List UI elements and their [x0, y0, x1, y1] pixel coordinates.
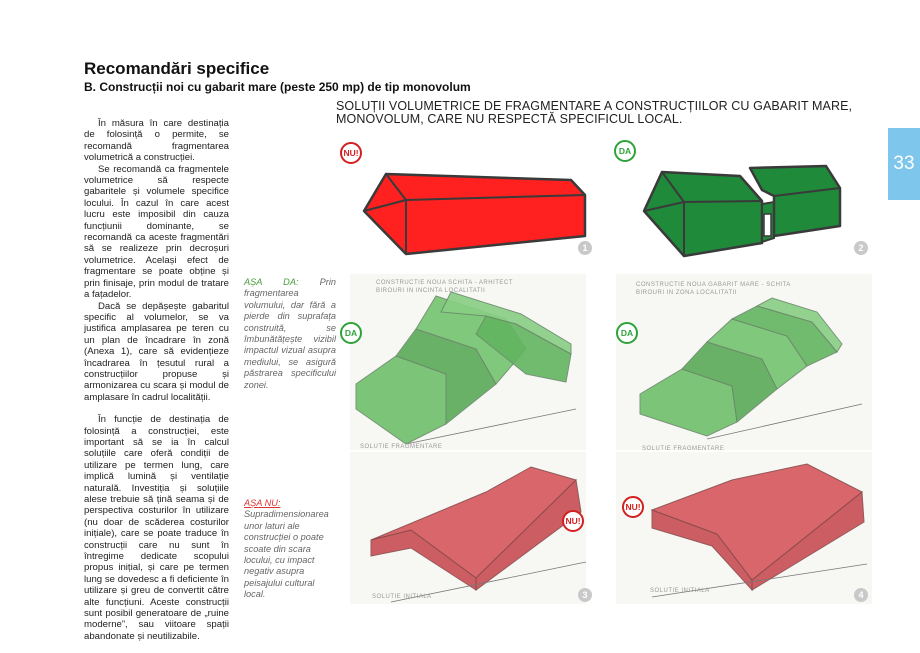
panel-4: NU! SOLUTIE INITIALA 4: [612, 452, 874, 608]
note-good: [244, 277, 336, 391]
paragraph-2: Se recomandă ca fragmentele volumetrice să respecte gabaritele și volumele specifice locului. În cazul în care acest lucru este imposibil din cauza funcțiunii dominante, se recomandă ca aceste fragmentări să se realizeze prin decroșuri volumetrice. Același efect de fragmentare se poate obține și prin finisaje, prin modul de tratare a fațadelor.: [84, 163, 229, 301]
paragraph-3: Dacă se depășește gabaritul specific al volumelor, se va justifica amplasarea pe teren cu un plan de încadrare în zonă (Anexa 1), care să evidențieze încadrarea în țesutul rural a construcțiilor propuse și armonizarea cu scara și modul de amplasare în cadrul localității.: [84, 300, 229, 403]
paragraph-1: În măsura în care destinația de folosință o permite, se recomandă fragmentarea volumetrică a construcției.: [84, 118, 229, 164]
paragraph-4: În funcție de destinația de folosință a construcției, este important să se ia în calcul soluțiile care oferă condiții de utilizare pe termen lung, care implică lumină și ventilație naturală. Investiția și soluțiile alese trebuie să țină seama și de perspectiva costurilor în utilizare (nu doar de scăderea costurilor inițiale), care se poate traduce în construcții care nu sunt în întregime dedicate scopului propus inițial, și care pe termen lung se dovedesc a fi deficiente în utilizare și greu de convertit către alte funcțiuni. Aceste construcții sunt posibil generatoare de „ruine moderne”, sau viitoare spații abandonate și neutilizabile.: [84, 414, 229, 642]
red-sketch-illustration-left: [336, 452, 598, 608]
bad-badge: NU!: [562, 510, 584, 532]
red-monovolume-illustration: [336, 138, 598, 262]
note-good-heading: AȘA DA:: [244, 277, 299, 287]
good-badge: DA: [614, 140, 636, 162]
panel-2: [612, 138, 874, 262]
note-bad-heading: AȘA NU:: [244, 498, 281, 508]
panel-number-3: 3: [578, 588, 592, 602]
good-badge: DA: [340, 322, 362, 344]
panel-number-4: 4: [854, 588, 868, 602]
red-sketch-illustration-right: [612, 452, 874, 608]
panel-number-2: 2: [854, 241, 868, 255]
green-sketch-illustration-left: [336, 274, 598, 452]
bad-badge: NU!: [622, 496, 644, 518]
bad-badge: NU!: [340, 142, 362, 164]
green-fragmented-illustration: [612, 138, 874, 262]
panel-3: NU! SOLUTIE INITIALA 3: [336, 452, 598, 608]
note-bad-text: Supradimensionarea unor laturi ale construcției o poate scoate din scara locului, cu impact negativ asupra peisajului cultural local.: [244, 509, 329, 600]
panel-number-1: 1: [578, 241, 592, 255]
good-badge: DA: [616, 322, 638, 344]
page-subtitle: B. Construcții noi cu gabarit mare (peste 250 mp) de tip monovolum: [84, 80, 471, 94]
page-number: 33: [893, 153, 915, 174]
panel-green-sketch-left: CONSTRUCTIE NOUA SCHITA - ARHITECT BIROURI IN INCINTA LOCALITATII DA SOLUTIE FRAGMENTARE: [336, 274, 598, 452]
body-text-column: [84, 118, 229, 653]
banner-line-1: SOLUȚII VOLUMETRICE DE FRAGMENTARE A CONSTRUCȚIILOR CU GABARIT MARE,: [336, 99, 853, 113]
panel-1: [336, 138, 598, 262]
page-title: Recomandări specifice: [84, 59, 270, 78]
green-sketch-illustration-right: [612, 274, 874, 452]
note-good-text: Prin fragmentarea volumului, dar fără a pierde din suprafața construită, se îmbunătățește vizibil impactul vizual asupra mediului, se asigură păstrarea specificului zonei.: [244, 277, 336, 390]
section-banner: [336, 100, 896, 126]
note-bad: [244, 498, 336, 601]
banner-line-2: MONOVOLUM, CARE NU RESPECTĂ SPECIFICUL LOCAL.: [336, 112, 683, 126]
panel-green-sketch-right: CONSTRUCTIE NOUA GABARIT MARE - SCHITA BIROURI IN ZONA LOCALITATII DA SOLUTIE FRAGMENTARE: [612, 274, 874, 452]
